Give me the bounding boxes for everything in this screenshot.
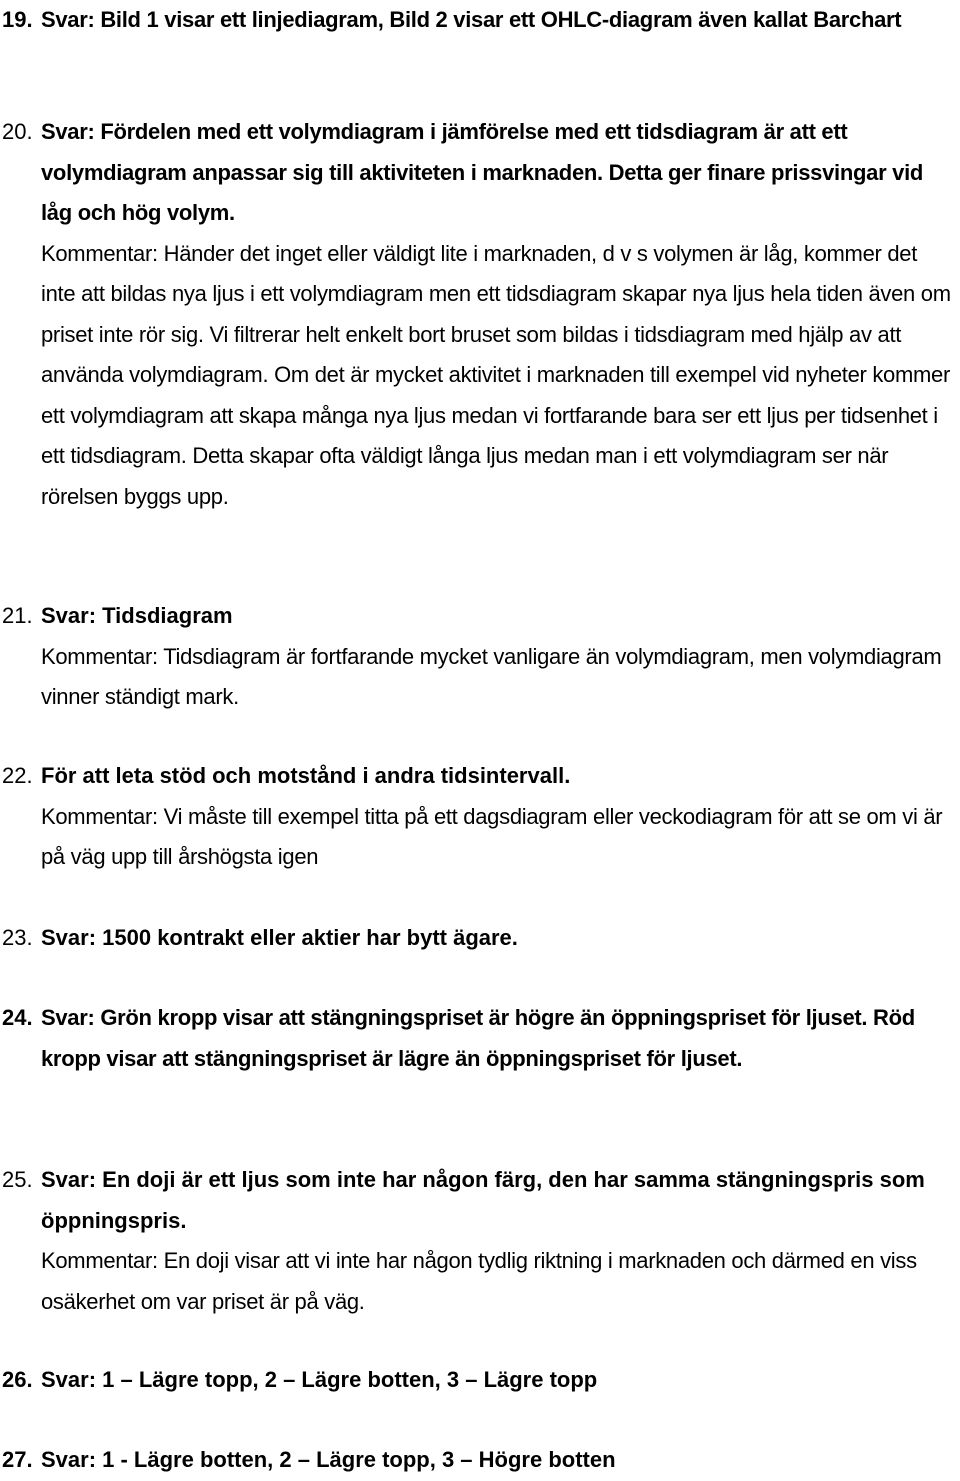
item-number: 25. xyxy=(2,1167,33,1192)
item-number: 26. xyxy=(2,1367,33,1392)
list-item-27 xyxy=(0,1440,960,1481)
comment-text: Kommentar: En doji visar att vi inte har någon tydlig riktning i marknaden och därmed en viss osäkerhet om var priset är på väg. xyxy=(41,1248,917,1314)
comment-text: Kommentar: Tidsdiagram är fortfarande mycket vanligare än volymdiagram, men volymdiagram vinner ständigt mark. xyxy=(41,643,942,709)
list-item-25 xyxy=(0,1160,960,1322)
item-body xyxy=(41,596,957,718)
item-number: 20. xyxy=(2,119,33,144)
list-item-19 xyxy=(0,0,960,41)
item-number: 19. xyxy=(2,7,33,32)
comment-text: Kommentar: Händer det inget eller väldigt lite i marknaden, d v s volymen är låg, kommer det inte att bildas nya ljus i ett volymdiagram men ett tidsdiagram skapar nya ljus hela tiden även om priset inte rör sig. Vi filtrerar helt enkelt bort bruset som bildas i tidsdiagram med hjälp av att använda volymdiagram. Om det är mycket aktivitet i marknaden till exempel vid nyheter kommer ett volymdiagram att skapa många nya ljus medan vi fortfarande bara ser ett ljus per tidsenhet i ett tidsdiagram. Detta skapar ofta väldigt långa ljus medan man i ett volymdiagram ser när rörelsen byggs upp. xyxy=(41,240,951,509)
list-item-22 xyxy=(0,756,960,878)
item-number: 24. xyxy=(2,1005,33,1030)
item-body xyxy=(41,112,957,517)
answer-text: Svar: 1500 kontrakt eller aktier har bytt ägare. xyxy=(41,925,518,950)
answer-text: Svar: 1 - Lägre botten, 2 – Lägre topp, 3 – Högre botten xyxy=(41,1447,616,1472)
list-item-21 xyxy=(0,596,960,718)
item-body xyxy=(41,1160,957,1322)
answer-text: Svar: En doji är ett ljus som inte har någon färg, den har samma stängningspris som öppningspris. xyxy=(41,1167,925,1233)
item-body xyxy=(41,918,957,959)
answer-text: Svar: Tidsdiagram xyxy=(41,603,233,628)
item-body xyxy=(41,1440,957,1481)
item-number: 27. xyxy=(2,1447,33,1472)
answer-text: Svar: Grön kropp visar att stängningspriset är högre än öppningspriset för ljuset. Röd kropp visar att stängningspriset är lägre än öppningspriset för ljuset. xyxy=(41,1005,915,1071)
answer-text: Svar: Bild 1 visar ett linjediagram, Bild 2 visar ett OHLC-diagram även kallat Barchart xyxy=(41,7,902,32)
comment-text: Kommentar: Vi måste till exempel titta på ett dagsdiagram eller veckodiagram för att se om vi är på väg upp till årshögsta igen xyxy=(41,803,943,869)
item-number: 21. xyxy=(2,603,33,628)
item-body xyxy=(41,1360,957,1401)
item-number: 22. xyxy=(2,763,33,788)
list-item-26 xyxy=(0,1360,960,1401)
list-item-20 xyxy=(0,112,960,517)
answer-text: För att leta stöd och motstånd i andra tidsintervall. xyxy=(41,763,571,788)
item-body xyxy=(41,998,957,1079)
item-body xyxy=(41,0,957,41)
answer-text: Svar: 1 – Lägre topp, 2 – Lägre botten, 3 – Lägre topp xyxy=(41,1367,598,1392)
item-number: 23. xyxy=(2,925,33,950)
list-item-24 xyxy=(0,998,960,1079)
item-body xyxy=(41,756,957,878)
answer-text: Svar: Fördelen med ett volymdiagram i jämförelse med ett tidsdiagram är att ett volymdiagram anpassar sig till aktiviteten i marknaden. Detta ger finare prissvingar vid låg och hög volym. xyxy=(41,119,924,225)
list-item-23 xyxy=(0,918,960,959)
